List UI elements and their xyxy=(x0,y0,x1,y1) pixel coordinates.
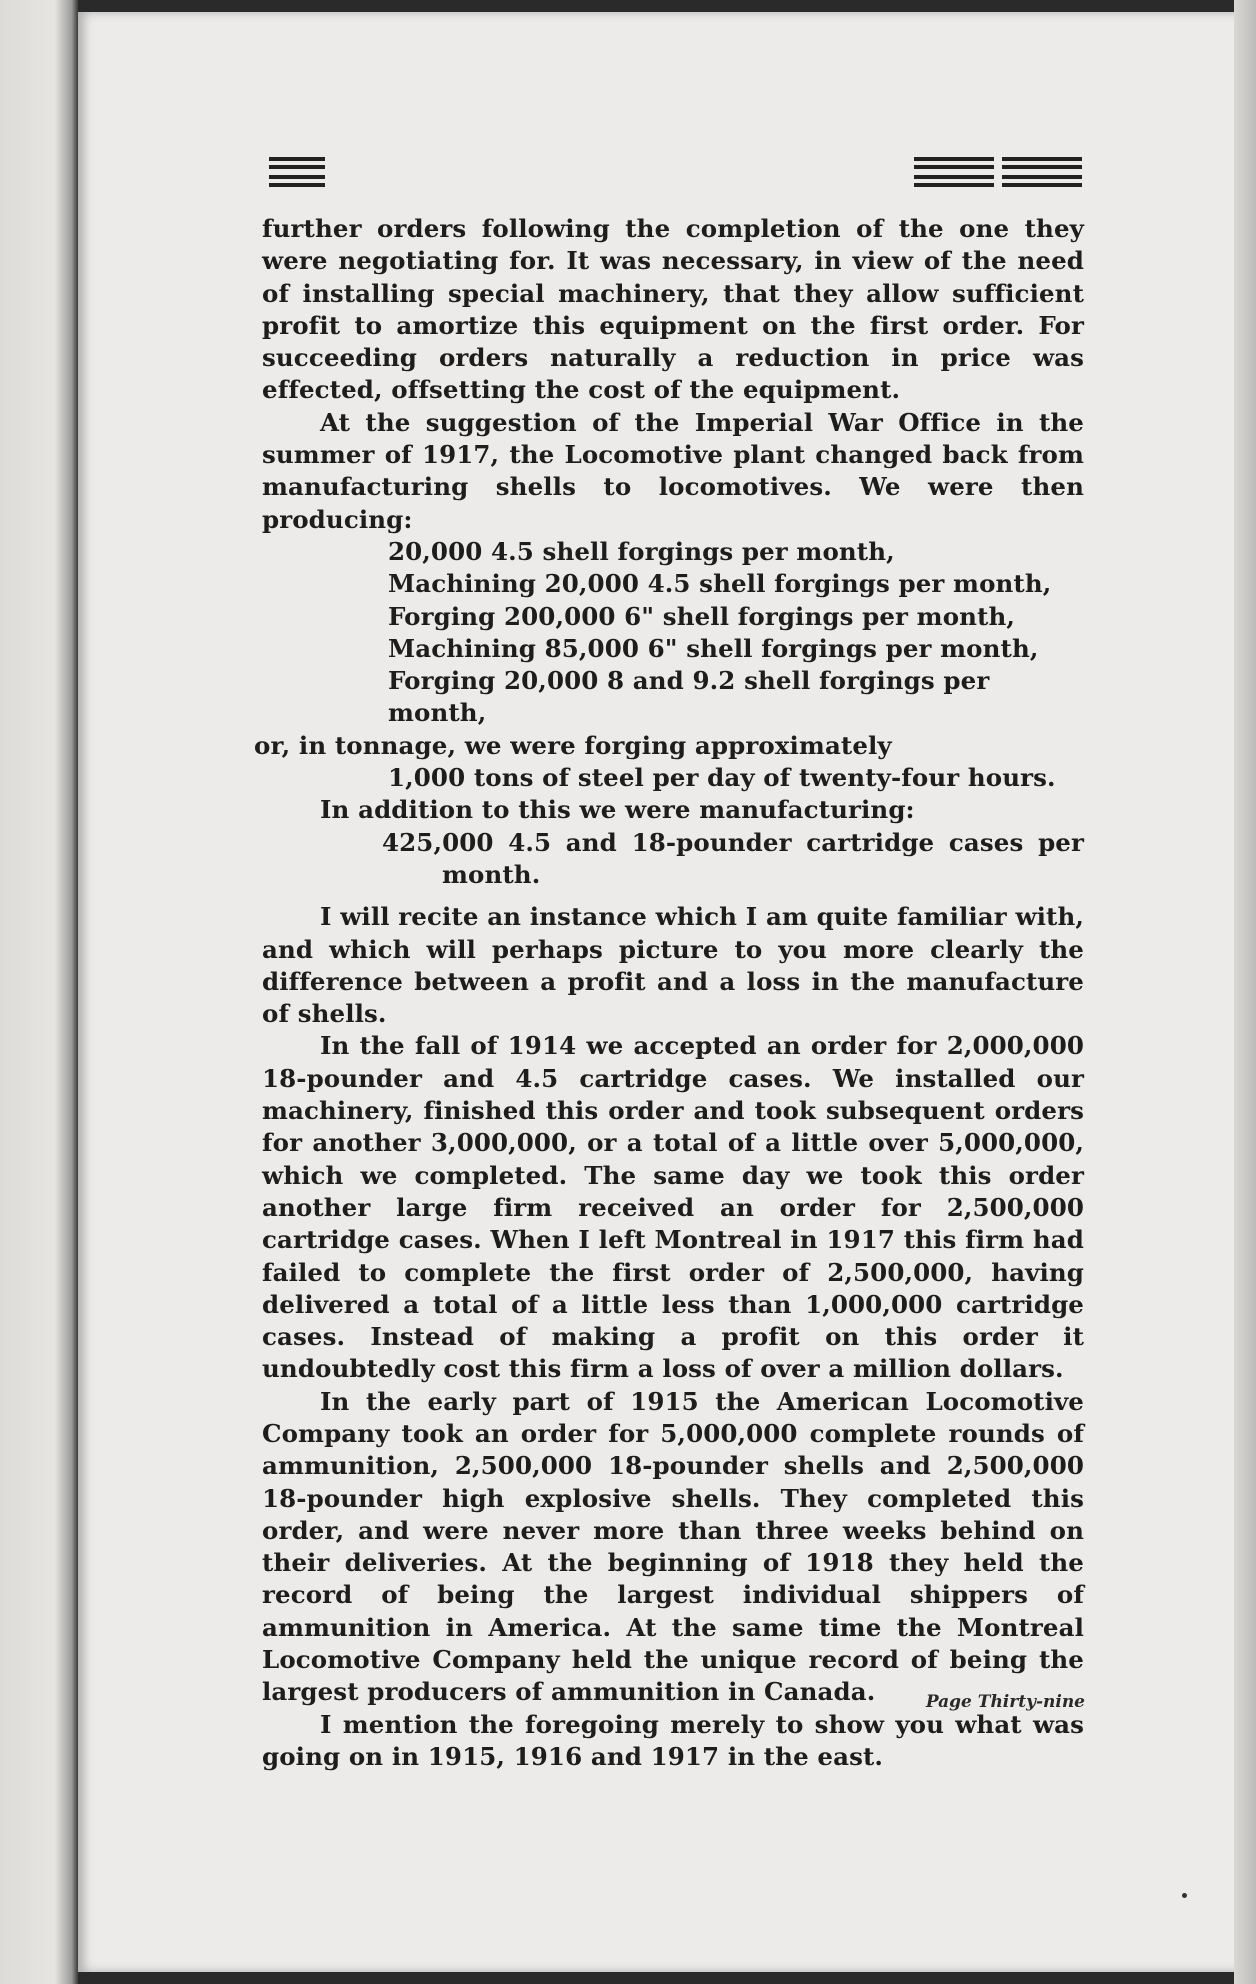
tonnage-item: 1,000 tons of steel per day of twenty-four hours. xyxy=(388,763,1056,793)
paragraph-closing: I mention the foregoing merely to show you what was going on in 1915, 1916 and 1917 in the east. xyxy=(262,1709,1084,1771)
paragraph-continuation: further orders following the completion of the one they were negotiating for. It was necessary, in view of the need of installing special machinery, that they allow sufficient profit to amortize this equipment on the first order. For succeeding orders naturally a reduction in price was effected, offsetting the cost of the equipment. xyxy=(262,214,1084,405)
paragraph-instance: I will recite an instance which I am quite familiar with, and which will perhaps picture to you more clearly the difference between a profit and a loss in the manufacture of shells. xyxy=(262,902,1084,1029)
book-spine-shadow xyxy=(0,0,78,1984)
production-item: Machining 85,000 6" shell forgings per month, xyxy=(388,633,1039,663)
page-number: Page Thirty-nine xyxy=(925,1692,1085,1712)
production-item: Forging 200,000 6" shell forgings per month, xyxy=(388,601,1016,631)
header-ornament-right xyxy=(914,157,1082,187)
production-list xyxy=(262,536,1084,730)
paragraph-american-locomotive: In the early part of 1915 the American Locomotive Company took an order for 5,000,000 complete rounds of ammunition, 2,500,000 18-pounder shells and 2,500,000 18-pounder high explosive shells. They completed this order, and were never more than three weeks behind on their deliveries. At the beginning of 1918 they held the record of being the largest individual shippers of ammunition in America. At the same time the Montreal Locomotive Company held the unique record of being the largest producers of ammunition in Canada. xyxy=(262,1386,1084,1707)
production-item: 20,000 4.5 shell forgings per month, xyxy=(388,536,895,566)
tonnage-list xyxy=(262,762,1084,794)
paragraph-fall-1914: In the fall of 1914 we accepted an order for 2,000,000 18-pounder and 4.5 cartridge cases. We installed our machinery, finished this order and took subsequent orders for another 3,000,000, or a total of a little over 5,000,000, which we completed. The same day we took this order another large firm received an order for 2,500,000 cartridge cases. When I left Montreal in 1917 this firm had failed to complete the first order of 2,500,000, having delivered a total of a little less than 1,000,000 cartridge cases. Instead of making a profit on this order it undoubtedly cost this firm a loss of over a million dollars. xyxy=(262,1031,1084,1384)
cartridge-item xyxy=(262,827,1084,892)
production-item: Forging 20,000 8 and 9.2 shell forgings per month, xyxy=(388,666,990,728)
production-item: Machining 20,000 4.5 shell forgings per month, xyxy=(388,569,1052,599)
page-edge-shadow xyxy=(1234,0,1256,1984)
paragraph-war-office: At the suggestion of the Imperial War Office in the summer of 1917, the Locomotive plant changed back from manufacturing shells to locomotives. We were then producing: xyxy=(262,407,1084,534)
header-ornament-left xyxy=(269,157,325,187)
paper-speck xyxy=(1182,1893,1187,1898)
addition-intro: In addition to this we were manufacturing: xyxy=(320,795,915,825)
tonnage-intro: or, in tonnage, we were forging approximately xyxy=(254,730,892,760)
page-body-text xyxy=(254,213,1084,1773)
cartridge-line: 425,000 4.5 and 18-pounder cartridge cases per xyxy=(382,827,1084,857)
cartridge-line-cont: month. xyxy=(442,859,541,889)
